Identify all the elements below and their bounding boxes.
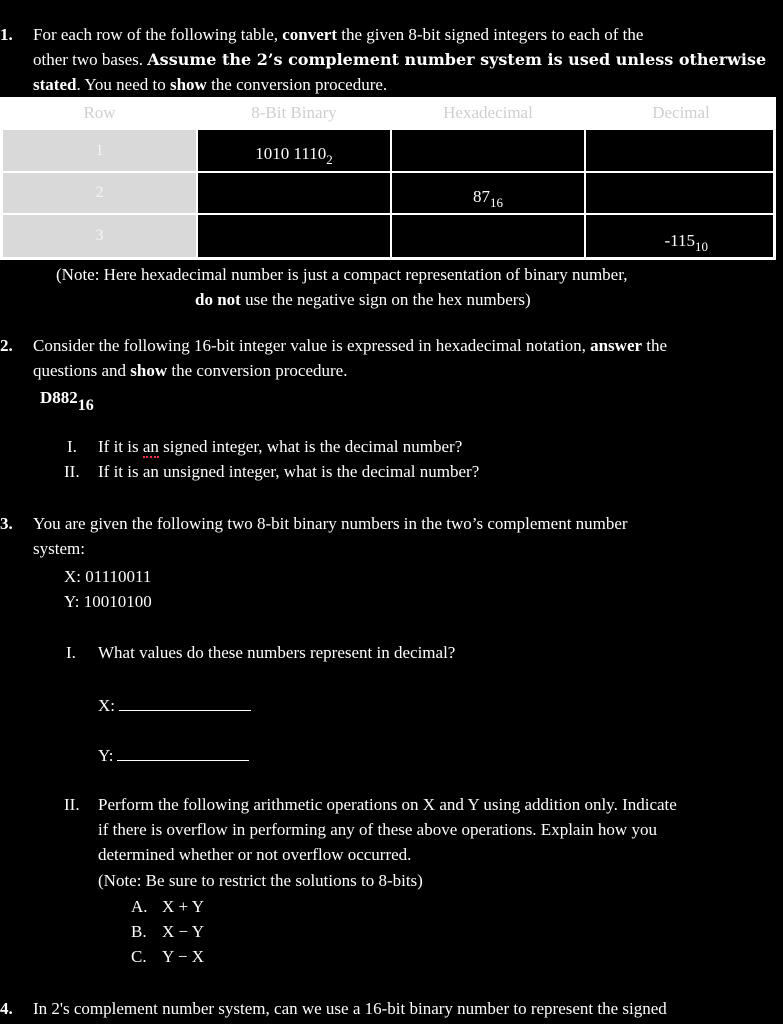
q3-line-1: You are given the following two 8-bit binary numbers in the two’s complement number bbox=[33, 514, 628, 533]
q3-y-answer bbox=[98, 744, 249, 768]
q3-x-label: X: bbox=[98, 696, 115, 715]
q3-op-a-marker: A. bbox=[131, 897, 148, 916]
q2-item-1-text bbox=[98, 435, 462, 459]
q1-line1-c: the given 8-bit signed integers to each of the bbox=[337, 25, 644, 44]
q2-line1-c: the bbox=[642, 336, 668, 355]
q3-line-2: system: bbox=[33, 539, 85, 558]
q2-hex-value bbox=[40, 386, 94, 414]
q2-item1-b: signed integer, what is the decimal number? bbox=[158, 437, 463, 456]
q3-op-b-marker: B. bbox=[131, 922, 147, 941]
q2-item1-an: an bbox=[142, 437, 159, 456]
q3-op-c-marker: C. bbox=[131, 947, 147, 966]
q2-item-2-marker: II. bbox=[64, 462, 80, 481]
q3-part2-marker: II. bbox=[64, 795, 80, 814]
q1-line3-c: show bbox=[169, 75, 207, 94]
row1-binary-base: 2 bbox=[326, 152, 333, 167]
table-row-3-decimal bbox=[586, 215, 776, 257]
table-row-1-decimal bbox=[586, 130, 776, 171]
row3-decimal-base: 10 bbox=[695, 239, 708, 254]
table-row-2-decimal bbox=[586, 173, 776, 213]
q1-line3-a: stated bbox=[33, 75, 77, 94]
table-row-2-hex bbox=[392, 173, 584, 213]
table-header-decimal: Decimal bbox=[586, 100, 776, 128]
q2-line2-a: questions and bbox=[33, 361, 131, 380]
q2-line1-a: Consider the following 16-bit integer value is expressed in hexadecimal notation, bbox=[33, 336, 591, 355]
q1-line1-a: For each row of the following table, bbox=[33, 25, 283, 44]
table-row-3-label: 3 bbox=[3, 215, 196, 257]
q2-line1-b: answer bbox=[590, 336, 643, 355]
q1-number: 1. bbox=[0, 25, 13, 44]
table-header-row: Row bbox=[3, 100, 196, 128]
q1-note-line-1: (Note: Here hexadecimal number is just a compact representation of binary number, bbox=[56, 265, 628, 284]
x-answer-blank[interactable] bbox=[119, 694, 251, 711]
q1-note-do-not: do not bbox=[195, 290, 241, 309]
q3-x-binary: X: 01110011 bbox=[64, 567, 152, 586]
q3-y-binary: Y: 10010100 bbox=[64, 592, 152, 611]
q2-line2-c: the conversion procedure. bbox=[167, 361, 348, 380]
q3-number: 3. bbox=[0, 514, 13, 533]
q3-y-label: Y: bbox=[98, 746, 114, 765]
q3-op-a-expr: X + Y bbox=[162, 897, 205, 916]
q1-line-3 bbox=[33, 73, 387, 97]
q2-line-1 bbox=[33, 334, 667, 358]
y-answer-blank[interactable] bbox=[117, 744, 249, 761]
q3-part2-line-2: if there is overflow in performing any of these above operations. Explain how you bbox=[98, 820, 657, 839]
q1-line3-b: . You need to bbox=[76, 75, 170, 94]
q1-line3-d: the conversion procedure. bbox=[206, 75, 388, 94]
row1-binary-value: 1010 1110 bbox=[255, 144, 327, 163]
row2-hex-base: 16 bbox=[490, 195, 503, 210]
q2-value-base: 16 bbox=[77, 397, 94, 414]
q1-line2-a: other two bases. bbox=[33, 50, 148, 69]
q1-line-1 bbox=[33, 23, 643, 47]
q2-item-1-marker: I. bbox=[67, 437, 77, 456]
q2-value: D882 bbox=[40, 388, 78, 407]
row3-decimal-value: -115 bbox=[664, 231, 695, 250]
q1-note-rest: use the negative sign on the hex numbers) bbox=[240, 290, 531, 309]
q3-part2-line-1: Perform the following arithmetic operations on X and Y using addition only. Indicate bbox=[98, 795, 677, 814]
q3-x-answer bbox=[98, 694, 251, 718]
table-header-hex: Hexadecimal bbox=[392, 100, 584, 128]
table-row-1-label: 1 bbox=[3, 130, 196, 171]
conversion-table bbox=[0, 97, 776, 260]
table-row-2-binary bbox=[198, 173, 390, 213]
q3-part1-text: What values do these numbers represent in decimal? bbox=[98, 643, 456, 662]
q3-part2-line-3: determined whether or not overflow occurred. bbox=[98, 845, 412, 864]
table-row-1-binary bbox=[198, 130, 390, 171]
table-row-3-binary bbox=[198, 215, 390, 257]
table-row-2-label: 2 bbox=[3, 173, 196, 213]
q1-line-2 bbox=[33, 48, 766, 72]
table-header-binary: 8-Bit Binary bbox=[198, 100, 390, 128]
table-row-3-hex bbox=[392, 215, 584, 257]
q3-part2-line-4: (Note: Be sure to restrict the solutions to 8-bits) bbox=[98, 871, 423, 890]
q1-line2-b: Assume the 2’s complement number system is used unless otherwise bbox=[147, 50, 767, 69]
q4-number: 4. bbox=[0, 999, 13, 1018]
q3-part1-marker: I. bbox=[66, 643, 76, 662]
q1-line1-b: convert bbox=[282, 25, 338, 44]
q2-item-2-text: If it is an unsigned integer, what is the decimal number? bbox=[98, 462, 480, 481]
q2-item1-a: If it is bbox=[98, 437, 143, 456]
q3-op-b-expr: X − Y bbox=[162, 922, 205, 941]
table-row-1-hex bbox=[392, 130, 584, 171]
q2-line-2 bbox=[33, 359, 347, 383]
q2-line2-b: show bbox=[130, 361, 168, 380]
q4-line-1: In 2's complement number system, can we use a 16-bit binary number to represent the signed bbox=[33, 999, 667, 1018]
q2-number: 2. bbox=[0, 336, 13, 355]
q3-op-c-expr: Y − X bbox=[162, 947, 205, 966]
q1-note-line-2 bbox=[195, 288, 531, 312]
row2-hex-value: 87 bbox=[473, 187, 490, 206]
